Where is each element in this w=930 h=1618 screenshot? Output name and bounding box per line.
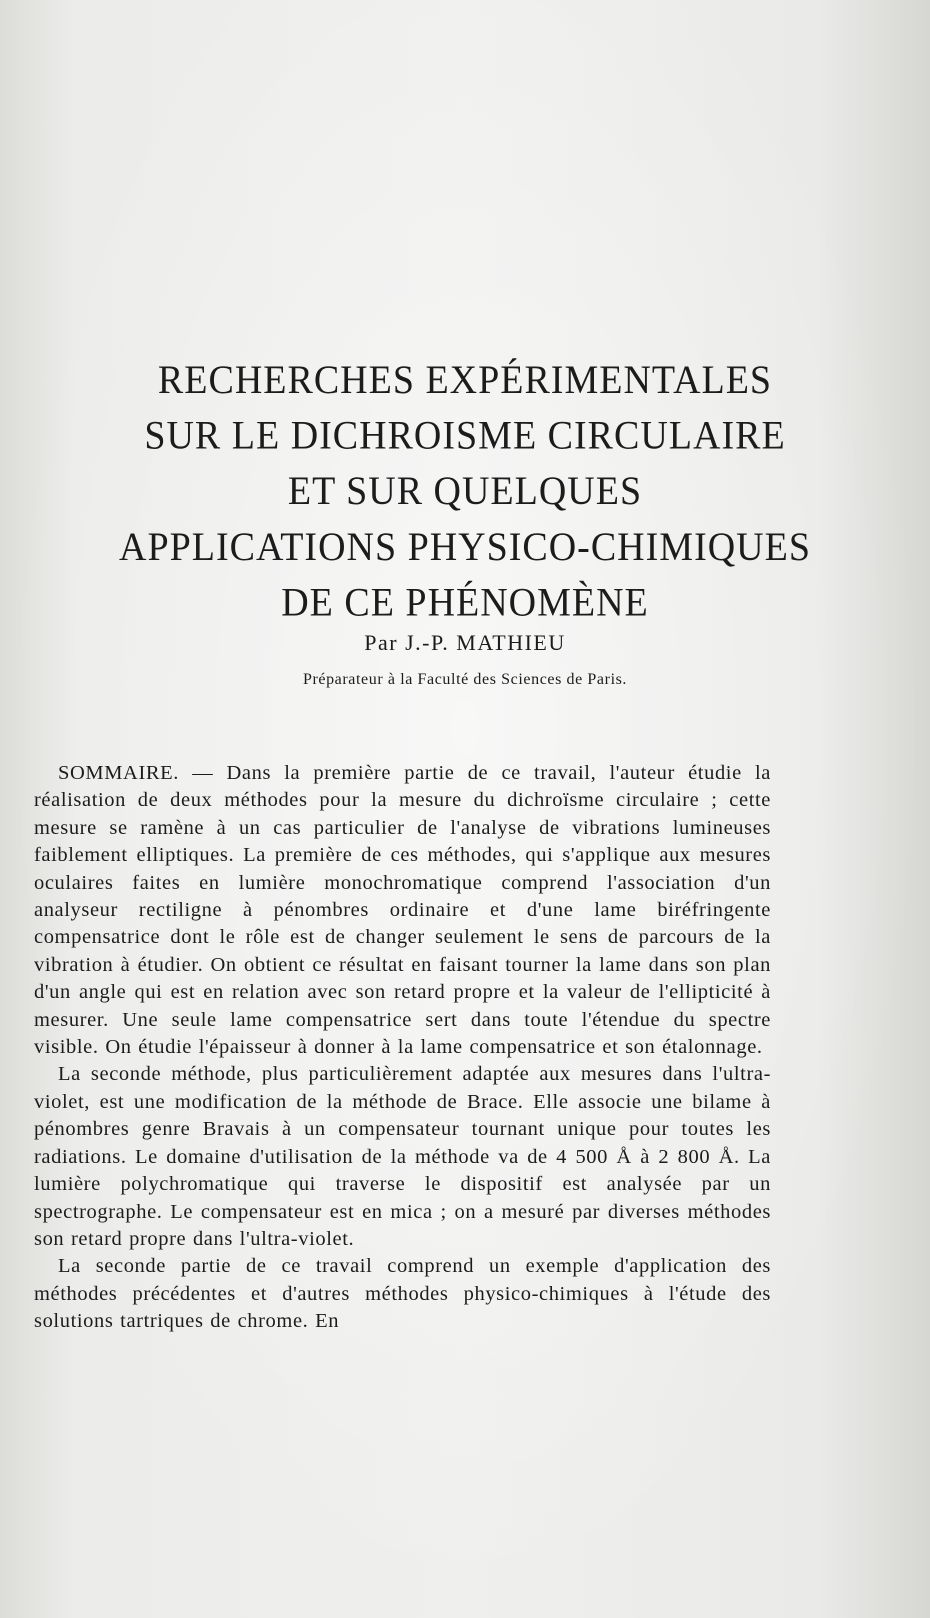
title-line: SUR LE DICHROISME CIRCULAIRE [144,413,786,458]
abstract-paragraph: La seconde partie de ce travail comprend un exemple d'application des méthodes précédentes et d'autres méthodes physico-chimiques à l'étude des solutions tartriques de chrome. En [34,1255,771,1333]
author-byline: Par J.-P. MATHIEU [364,630,566,655]
author-affiliation: Préparateur à la Faculté des Sciences de Paris. [302,671,628,688]
title-line: ET SUR QUELQUES [287,469,643,514]
abstract-paragraph: La seconde méthode, plus particulièrement adaptée aux mesures dans l'ultra-violet, est une modification de la méthode de Brace. Elle associe une bilame à pénombres genre Bravais à un compensateur tournant unique pour toutes les radiations. Le domaine d'utilisation de la méthode va de 4 500 Å à 2 800 Å. La lumière polychromatique qui traverse le dispositif est analysée par un spectrographe. Le compensateur est en mica ; on a mesuré par diverses méthodes son retard propre dans l'ultra-violet. [34,1063,771,1250]
title-line: APPLICATIONS PHYSICO-CHIMIQUES [119,525,811,570]
article-title [40,353,890,631]
abstract-paragraph: SOMMAIRE. — Dans la première partie de ce travail, l'auteur étudie la réalisation de deux méthodes pour la mesure du dichroïsme circulaire ; cette mesure se ramène à un cas particulier de l'analyse de vibrations lumineuses faiblement elliptiques. La première de ces méthodes, qui s'applique aux mesures oculaires faites en lumière monochromatique comprend l'association d'un analyseur rectiligne à pénombres ordinaire et d'une lame biréfringente compensatrice dont le rôle est de changer seulement le sens de parcours de la vibration à étudier. On obtient ce résultat en faisant tourner la lame dans son plan d'un angle qui est en relation avec son retard propre et la valeur de l'ellipticité à mesurer. Une seule lame compensatrice sert dans toute l'étendue du spectre visible. On étudie l'épaisseur à donner à la lame compensatrice et son étalonnage. [34,762,771,1059]
title-line: DE CE PHÉNOMÈNE [281,580,649,625]
title-line: RECHERCHES EXPÉRIMENTALES [157,358,773,403]
abstract [34,760,771,1336]
